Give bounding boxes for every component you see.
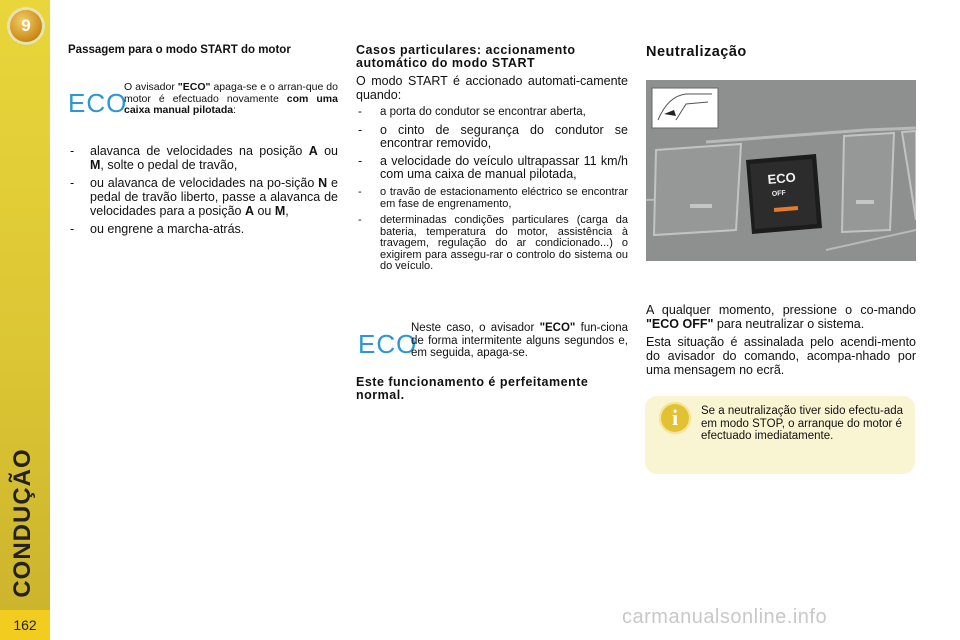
eco-icon: ECO (68, 88, 128, 118)
eco-note: O avisador "ECO" apaga-se e o arran-que do motor é efectuado novamente com uma caixa manual pilotada: (124, 81, 338, 116)
list-item: - a velocidade do veículo ultrapassar 11 km/h com uma caixa de manual pilotada, (356, 155, 628, 181)
eco-icon: ECO (358, 329, 418, 359)
list-item: - a porta do condutor se encontrar aberta, (356, 106, 628, 119)
column-special-cases (356, 44, 628, 278)
column-neutralization (646, 44, 916, 60)
list-item: - ou engrene a marcha-atrás. (68, 222, 338, 236)
list-item: - o cinto de segurança do condutor se encontrar removido, (356, 124, 628, 150)
info-box (645, 396, 915, 474)
neutralization-indication: Esta situação é assinalada pelo acendi-mento do avisador do comando, acompa-nhado por uma mensagem no ecrã. (646, 335, 916, 377)
chapter-title: CONDUÇÃO (9, 447, 36, 598)
closing-statement: Este funcionamento é perfeitamente normal. (356, 375, 589, 402)
eco-button-label: ECO (766, 169, 797, 187)
section-heading-neutralization: Neutralização (646, 44, 747, 60)
chapter-title-container (3, 447, 43, 598)
list-item: - alavanca de velocidades na posição A ou M, solte o pedal de travão, (68, 144, 338, 172)
chapter-badge (10, 10, 42, 42)
section-heading-special-cases: Casos particulares: accionamento automático do modo START (356, 43, 576, 70)
start-steps-list (68, 144, 338, 240)
special-cases-list (356, 106, 628, 273)
eco-off-illustration (646, 80, 916, 261)
info-text: Se a neutralização tiver sido efectu-ada em modo STOP, o arranque do motor é efectuado imediatamente. (701, 405, 904, 442)
info-icon: i (659, 402, 691, 434)
list-item: - o travão de estacionamento eléctrico se encontrar em fase de engrenamento, (356, 186, 628, 210)
special-cases-intro: O modo START é accionado automati-camente quando: (356, 74, 628, 102)
chapter-number: 9 (21, 16, 31, 35)
eco-off-button-photo (646, 80, 916, 261)
eco-flashing-note: Neste caso, o avisador "ECO" fun-ciona de forma intermitente alguns segundos e, em seguida, apaga-se. (411, 322, 628, 359)
eco-button-sublabel: OFF (771, 189, 787, 198)
section-heading-start: Passagem para o modo START do motor (68, 44, 291, 56)
list-item: - ou alavanca de velocidades na po-sição N e pedal de travão liberto, passe a alavanca de velocidades para a posição A ou M, (68, 176, 338, 218)
column-start-mode (68, 44, 338, 56)
watermark: carmanualsonline.info (622, 606, 828, 628)
neutralization-instruction: A qualquer momento, pressione o co-mando "ECO OFF" para neutralizar o sistema. (646, 303, 916, 331)
list-item: - determinadas condições particulares (carga da bateria, temperatura do motor, assistência à travagem, regulação do ar condicionado...) o exigirem para assegu-rar o controlo do sistema ou do veículo. (356, 215, 628, 273)
page-number: 162 (0, 610, 50, 640)
